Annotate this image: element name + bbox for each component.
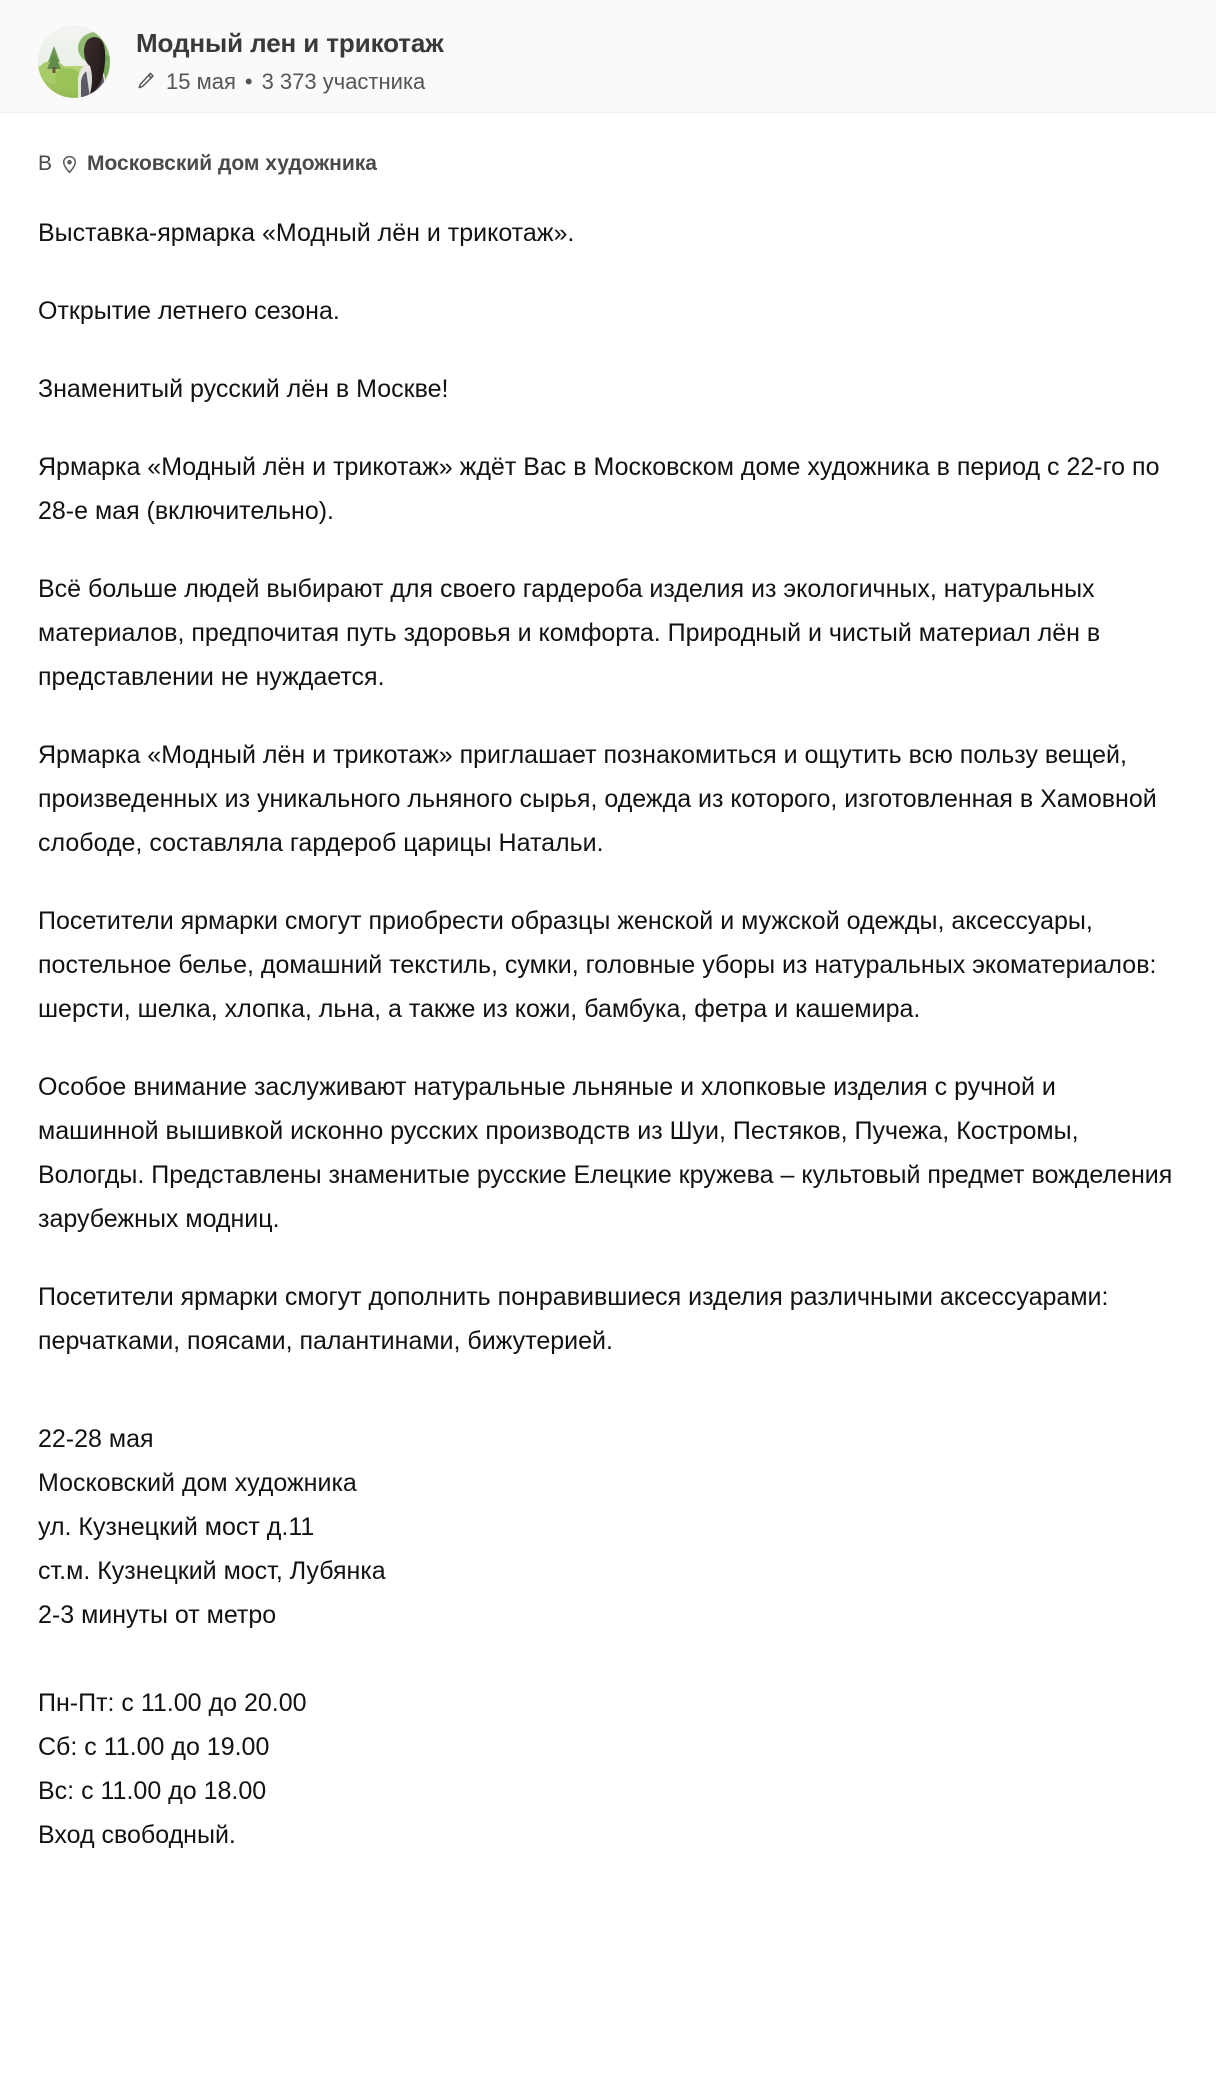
post-paragraph: Выставка-ярмарка «Модный лён и трикотаж». [38, 219, 575, 248]
place-prefix: В [38, 152, 53, 175]
post-date: 15 мая [166, 68, 236, 94]
group-name[interactable]: Модный лен и трикотаж [136, 28, 444, 58]
post-paragraph: Особое внимание заслуживают натуральные льняные и хлопковые изделия с ручной и машинной вышивкой исконно русских производств из Шуи, Пестяков, Пучежа, Костромы, Вологды. Представлены знаменитые русские Елецкие кружева – культовый предмет вожделения зарубежных модниц. [38, 1073, 1173, 1234]
location-pin-icon [60, 155, 79, 174]
address-line: 22-28 мая [38, 1425, 154, 1454]
member-count: 3 373 участника [261, 68, 426, 94]
pencil-icon [136, 71, 156, 91]
address-block [38, 1363, 1176, 1637]
place-line [38, 113, 1176, 177]
address-line: ул. Кузнецкий мост д.11 [38, 1513, 315, 1542]
address-line: 2-3 минуты от метро [38, 1601, 277, 1630]
post-body [0, 113, 1216, 1897]
post-paragraph: Ярмарка «Модный лён и трикотаж» приглашает познакомиться и ощутить всю пользу вещей, произведенных из уникального льняного сырья, одежда из которого, изготовленная в Хамовной слободе, составляла гардероб царицы Натальи. [38, 741, 1157, 858]
post-paragraph: Открытие летнего сезона. [38, 297, 340, 326]
post-meta [136, 68, 444, 96]
post-paragraph: Посетители ярмарки смогут дополнить понравившиеся изделия различными аксессуарами: перчатками, поясами, палантинами, бижутерией. [38, 1283, 1109, 1356]
post-header [0, 0, 1216, 112]
post-paragraph: Ярмарка «Модный лён и трикотаж» ждёт Вас в Московском доме художника в период с 22-го по 28-е мая (включительно). [38, 453, 1160, 526]
post-paragraph: Всё больше людей выбирают для своего гардероба изделия из экологичных, натуральных материалов, предпочитая путь здоровья и комфорта. Природный и чистый материал лён в представлении не нуждается. [38, 575, 1101, 692]
meta-separator: • [244, 68, 253, 94]
header-text [136, 26, 444, 95]
avatar[interactable] [38, 26, 110, 98]
post-paragraph: Знаменитый русский лён в Москве! [38, 375, 449, 404]
hours-line: Вход свободный. [38, 1821, 236, 1850]
address-line: ст.м. Кузнецкий мост, Лубянка [38, 1557, 386, 1586]
hours-line: Пн-Пт: с 11.00 до 20.00 [38, 1689, 307, 1718]
hours-block [38, 1637, 1176, 1897]
post-paragraph: Посетители ярмарки смогут приобрести образцы женской и мужской одежды, аксессуары, постельное белье, домашний текстиль, сумки, головные уборы из натуральных экоматериалов: шерсти, шелка, хлопка, льна, а также из кожи, бамбука, фетра и кашемира. [38, 907, 1157, 1024]
hours-line: Вс: с 11.00 до 18.00 [38, 1777, 267, 1806]
hours-line: Сб: с 11.00 до 19.00 [38, 1733, 270, 1762]
address-line: Московский дом художника [38, 1469, 357, 1498]
place-name[interactable]: Московский дом художника [87, 152, 377, 175]
